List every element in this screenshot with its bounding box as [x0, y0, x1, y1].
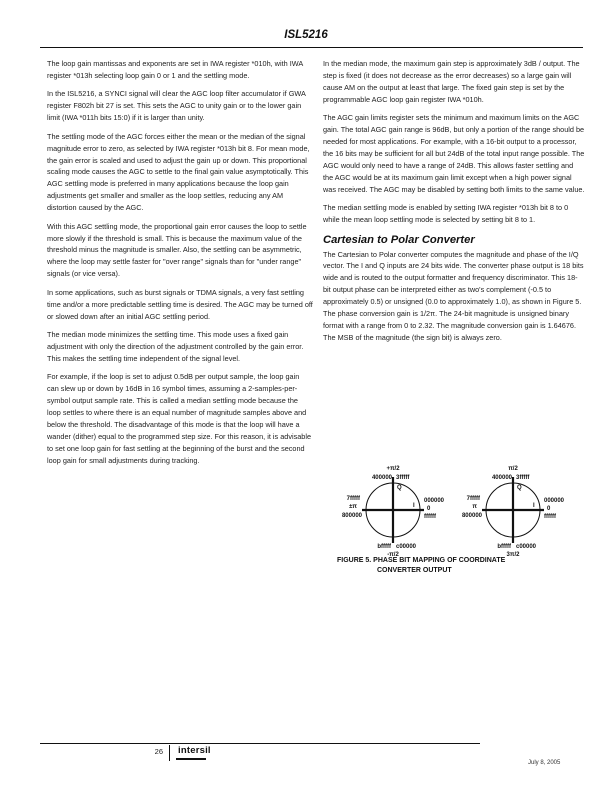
- paragraph: The median mode minimizes the settling time. This mode uses a fixed gain adjustment with only the direction of the adjustment controlled by the gain error. This makes the settling time independent of the signal level.: [47, 330, 304, 363]
- publication-date: July 8, 2005: [528, 760, 561, 766]
- paragraph: For example, if the loop is set to adjust 0.5dB per output sample, the loop gain can slew up or down by 16dB in 16 symbol times, assuming a 2-samples-per-symbol output sample rate. This is called a median settling mode because the loop settles to where there is an equal number of magnitude samples above and below the threshold. The disadvantage of this mode is that the loop will have a wander (dither) equal to the programmed step size. For this reason, it is advisable to set one loop gain for fast settling at the beginning of the burst and the second loop gain for small adjustments during tracking.: [47, 372, 312, 465]
- left-bottom-hex: 800000: [341, 513, 362, 519]
- left-column: [47, 58, 313, 473]
- paragraph: With this AGC settling mode, the proportional gain error causes the loop to settle more slowly if the threshold is small. This is because the maximum value of the threshold minus the magnitude is smaller. Also, the settling can be asymmetric, where the loop may settle faster for "over range" signals than for "under range" signals (or vice versa).: [47, 221, 307, 279]
- left-top-hex: 7fffff: [466, 496, 480, 502]
- figure-caption: [337, 556, 505, 576]
- i-label: I: [413, 503, 415, 509]
- paragraph: The median settling mode is enabled by setting IWA register *013h bit 8 to 0 while the mean loop settling mode is selected by setting bit 8 to 1.: [323, 203, 569, 225]
- paragraph: In some applications, such as burst signals or TDMA signals, a very fast settling time and/or a more predictable settling time is desired. The AGC may be turned off or slowed down after an initial AGC settling period.: [47, 287, 313, 321]
- caption-line-1: FIGURE 5. PHASE BIT MAPPING OF COORDINATE: [337, 557, 506, 564]
- bottom-right-hex: c00000: [396, 544, 417, 550]
- right-bottom-hex: ffffff: [424, 514, 436, 520]
- intersil-logo: intersil: [178, 745, 211, 756]
- top-right-hex: 3fffff: [396, 475, 410, 481]
- right-column: [323, 58, 585, 350]
- right-top-hex: 000000: [544, 498, 565, 504]
- paragraph: In the ISL5216, a SYNCI signal will clear the AGC loop filter accumulator if GWA register F802h bit 27 is set. This sets the AGC to unity gain or to the lower gain limit (IWA *011h bits 15:0) if it is larger than unity.: [47, 89, 306, 123]
- page-number: 26: [154, 747, 163, 756]
- left-angle-label: π: [472, 504, 477, 510]
- header-rule: [40, 47, 583, 48]
- right-angle-label: 0: [427, 506, 431, 512]
- paragraph: In the median mode, the maximum gain step is approximately 3dB / output. The step is fixed (it does not decrease as the error decreases) so a large gain will cause AM on the output at least that large. The fixed gain step is set by the programmable AGC loop gain register IWA *010h.: [323, 59, 580, 104]
- left-bottom-hex: 800000: [461, 513, 482, 519]
- paragraph: The settling mode of the AGC forces either the mean or the median of the signal magnitude error to zero, as selected by IWA register *013h bit 8. For mean mode, the gain error is scaled and used to adjust the gain up or down. This proportional scaling mode causes the AGC to settle to the final gain value asymptotically. This AGC settling mode is preferred in many applications because the loop gain adjustments get smaller and smaller as the loop settles, reducing any AM distortion caused by the AGC.: [47, 131, 310, 213]
- footer-divider: [169, 745, 170, 761]
- bottom-right-hex: c00000: [516, 544, 537, 550]
- phase-diagram-twos-complement: [333, 462, 453, 562]
- top-left-hex: 400000: [491, 475, 512, 481]
- caption-line-2: CONVERTER OUTPUT: [377, 567, 452, 574]
- right-bottom-hex: ffffff: [544, 514, 556, 520]
- paragraph: The AGC gain limits register sets the minimum and maximum limits on the AGC gain. The total AGC gain range is 96dB, but only a portion of the range should be needed for most applications. For example, with a 16-bit output to a processor, the 16 bits may be sufficient for all but 24dB of the total input range possible. The AGC would only need to have a range of 24dB. This allows faster settling and the AGC would be at its maximum gain limit except when a high power signal was received. The AGC may be disabled by setting both limits to the same value.: [323, 113, 585, 194]
- footer-rule: [40, 743, 480, 744]
- document-title: ISL5216: [284, 29, 328, 41]
- i-label: I: [533, 503, 535, 509]
- bottom-angle-label: -π/2: [387, 552, 399, 558]
- paragraph: The Cartesian to Polar converter computes the magnitude and phase of the I/Q vector. The I and Q inputs are 24 bits wide. The converter phase output is 18 bits wide and is routed to the output formatter and frequency discriminator. This 18-bit output phase can be interpreted either as two's complement (-0.5 to approximately 0.5) or unsigned (0.0 to approximately 1.0), as shown in Figure 5. The phase conversion gain is 1/2π. The 24-bit magnitude is unsigned binary format with a range from 0 to 2.32. The magnitude conversion gain is 1.64676. The MSB of the magnitude (the sign bit) is always zero.: [323, 249, 584, 342]
- paragraph: The loop gain mantissas and exponents are set in IWA register *010h, with IWA register *013h selecting loop gain 0 or 1 and the settling mode.: [47, 59, 303, 80]
- right-top-hex: 000000: [424, 498, 445, 504]
- top-angle-label: π/2: [508, 466, 518, 472]
- top-left-hex: 400000: [371, 475, 392, 481]
- q-label: Q: [397, 485, 402, 491]
- left-angle-label: ±π: [349, 504, 357, 510]
- bottom-left-hex: bfffff: [497, 544, 511, 550]
- top-right-hex: 3fffff: [516, 475, 530, 481]
- left-top-hex: 7fffff: [346, 496, 360, 502]
- phase-diagram-unsigned: [453, 462, 573, 562]
- q-label: Q: [517, 485, 522, 491]
- right-angle-label: 0: [547, 506, 551, 512]
- bottom-angle-label: 3π/2: [506, 552, 520, 558]
- top-angle-label: +π/2: [386, 466, 400, 472]
- bottom-left-hex: bfffff: [377, 544, 391, 550]
- section-heading: Cartesian to Polar Converter: [323, 233, 475, 246]
- logo-swoosh: [176, 758, 206, 760]
